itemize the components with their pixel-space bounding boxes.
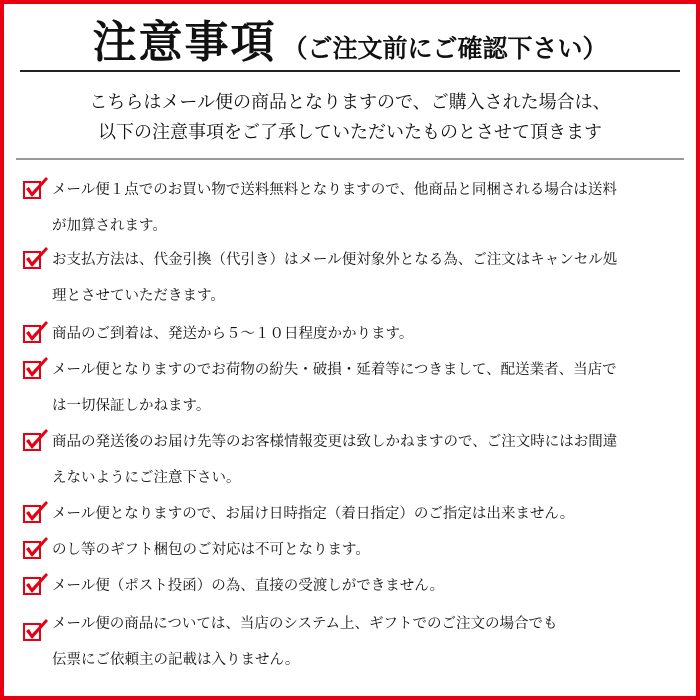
red-checkmark-icon [22,572,50,598]
red-checkmark-icon [22,176,50,202]
notice-item-text: 商品のご到着は、発送から５～１０日程度かかります。 [52,326,414,342]
intro-line-2: 以下の注意事項をご了承していただいたものとさせて頂きます [98,122,602,143]
intro-text [20,88,680,148]
title-subtitle: （ご注文前にご確認下さい） [282,34,608,63]
red-checkmark-icon [22,320,50,346]
red-checkmark-icon [22,536,50,562]
notice-item-text: メール便の商品については、当店のシステム上、ギフトでのご注文の場合でも 伝票にご依頼主の記載は入りません。 [52,616,558,668]
page-title [20,6,680,68]
notice-item-text: 商品の発送後のお届け先等のお客様情報変更は致しかねますので、ご注文時にはお間違 えないようにご注意下さい。 [52,434,618,486]
red-checkmark-icon [22,618,50,644]
notice-item-text: メール便（ポスト投函）の為、直接の受渡しができません。 [52,578,445,594]
notice-item-text: お支払方法は、代金引換（代引き）はメール便対象外となる為、ご注文はキャンセル処 理とさせていただきます。 [52,252,618,304]
notice-item-text: メール便となりますのでお荷物の紛失・破損・延着等につきまして、配送業者、当店で は一切保証しかねます。 [52,362,617,414]
red-checkmark-icon [22,246,50,272]
intro-line-1: こちらはメール便の商品となりますので、ご購入された場合は、 [89,92,611,113]
red-checkmark-icon [22,356,50,382]
intro-divider [16,158,684,160]
notice-item-text: メール便となりますので、お届け日時指定（着日指定）のご指定は出来ません。 [52,506,575,522]
title-divider [20,70,680,72]
red-checkmark-icon [22,500,50,526]
red-checkmark-icon [22,428,50,454]
notice-item-text: メール便１点でのお買い物で送料無料となりますので、他商品と同梱される場合は送料 が加算されます。 [52,182,617,234]
notice-item-text: のし等のギフト梱包のご対応は不可となります。 [52,542,370,558]
title-main: 注意事項 [92,17,277,68]
